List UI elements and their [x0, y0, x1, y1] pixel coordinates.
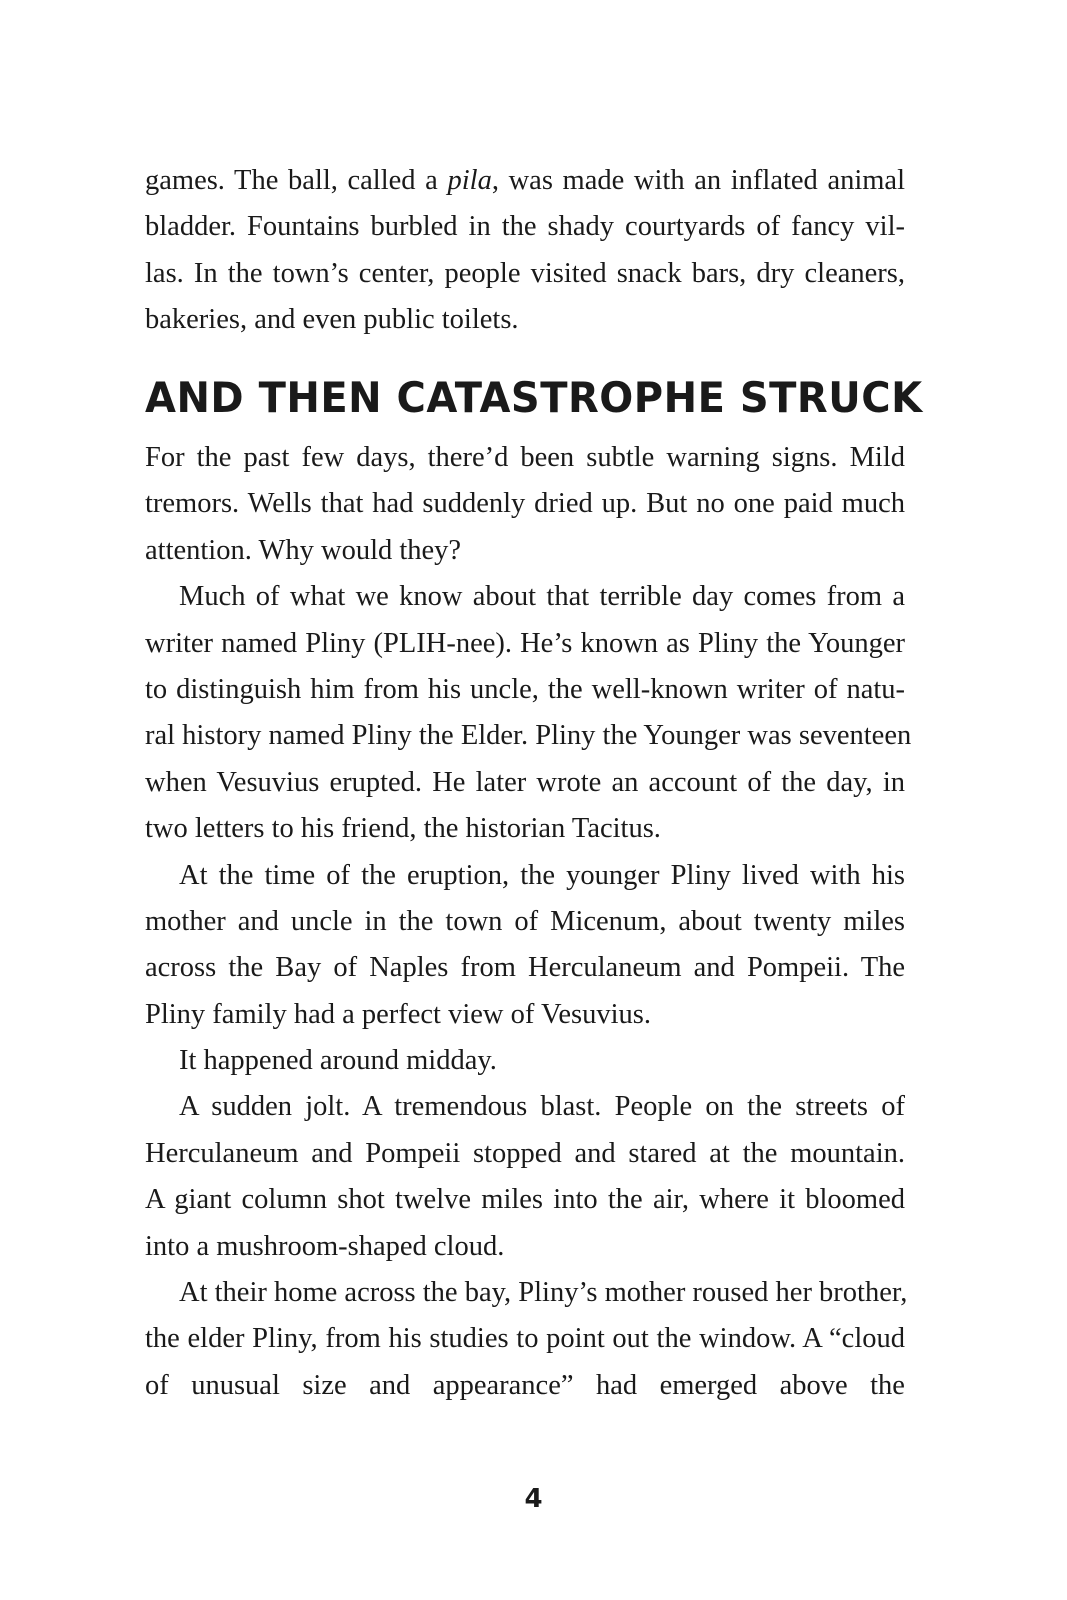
body-line: attention. Why would they?	[145, 534, 462, 566]
body-line: writer named Pliny (PLIH-nee). He’s known as Pliny the Younger	[145, 627, 905, 659]
word: of	[145, 1369, 169, 1401]
body-line: into a mushroom-shaped cloud.	[145, 1230, 505, 1262]
italic-term-pila: pila	[447, 165, 492, 196]
intro-line-2: bladder. Fountains burbled in the shady courtyards of fancy vil-	[145, 211, 905, 243]
section-heading: AND THEN CATASTROPHE STRUCK	[145, 374, 923, 423]
body-line: two letters to his friend, the historian Tacitus.	[145, 813, 661, 845]
body-line: ral history named Pliny the Elder. Pliny the Younger was seventeen	[145, 720, 912, 752]
body-text	[145, 435, 912, 1409]
body-line: across the Bay of Naples from Herculaneum and Pompeii. The	[145, 952, 905, 984]
word: unusual	[191, 1369, 280, 1401]
body-line: to distinguish him from his uncle, the well-known writer of natu-	[145, 673, 905, 705]
word: emerged	[659, 1369, 758, 1401]
intro-line-1	[145, 158, 905, 204]
word: had	[595, 1369, 638, 1401]
body-line: Pliny family had a perfect view of Vesuvius.	[145, 998, 652, 1030]
body-line: the elder Pliny, from his studies to point out the window. A “cloud	[145, 1323, 905, 1355]
word: the	[870, 1369, 905, 1401]
body-line: It happened around midday.	[179, 1045, 497, 1077]
body-line: A sudden jolt. A tremendous blast. People on the streets of	[179, 1091, 905, 1123]
intro-line-4: bakeries, and even public toilets.	[145, 304, 519, 336]
body-line: For the past few days, there’d been subtle warning signs. Mild	[145, 442, 905, 473]
page-number: 4	[524, 1484, 543, 1514]
body-line: mother and uncle in the town of Micenum, about twenty miles	[145, 905, 905, 937]
intro-line-1-part-b: , was made with an inflated animal	[491, 165, 905, 196]
intro-paragraph	[145, 158, 905, 344]
body-line: when Vesuvius erupted. He later wrote an account of the day, in	[145, 766, 905, 798]
word: above	[779, 1369, 848, 1401]
word: appearance”	[432, 1369, 574, 1401]
intro-line-3: las. In the town’s center, people visited snack bars, dry cleaners,	[145, 257, 905, 289]
body-line: Much of what we know about that terrible day comes from a	[179, 581, 905, 613]
word: and	[369, 1369, 411, 1401]
body-line: At their home across the bay, Pliny’s mother roused her brother,	[179, 1277, 908, 1309]
body-line: tremors. Wells that had suddenly dried up. But no one paid much	[145, 488, 905, 520]
body-line-justified	[145, 1363, 905, 1409]
body-line: A giant column shot twelve miles into the air, where it bloomed	[145, 1184, 905, 1216]
body-line: At the time of the eruption, the younger Pliny lived with his	[179, 859, 905, 891]
intro-line-1-part-a: games. The ball, called a	[145, 165, 448, 196]
body-line: Herculaneum and Pompeii stopped and stared at the mountain.	[145, 1137, 905, 1169]
word: size	[302, 1369, 347, 1401]
